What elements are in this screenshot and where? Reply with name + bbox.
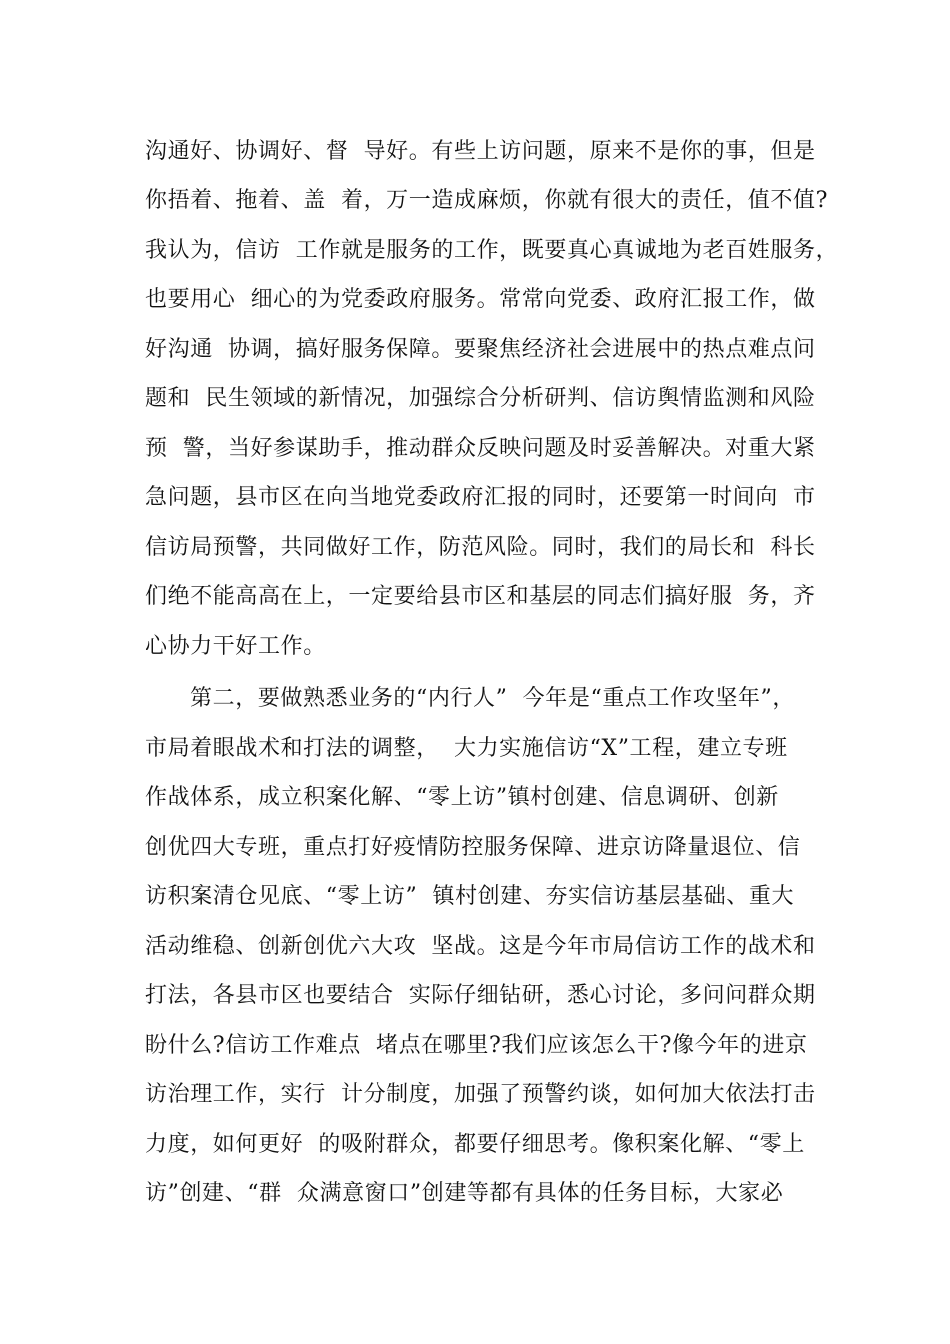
text-line: 创优四大专班，重点打好疫情防控服务保障、进京访降量退位、信 xyxy=(145,835,801,860)
text-line: 访治理工作，实行 计分制度，加强了预警约谈，如何加大依法打击 xyxy=(145,1082,816,1107)
text-line: 急问题，县市区在向当地党委政府汇报的同时，还要第一时间向 市 xyxy=(145,485,816,510)
text-line: 访”创建、“群 众满意窗口”创建等都有具体的任务目标，大家必 xyxy=(145,1181,784,1206)
text-line: 题和 民生领域的新情况，加强综合分析研判、信访舆情监测和风险 xyxy=(145,386,816,411)
text-line: 好沟通 协调，搞好服务保障。要聚焦经济社会进展中的热点难点问 xyxy=(145,337,816,362)
text-line: 你捂着、拖着、盖 着，万一造成麻烦，你就有很大的责任，值不值? xyxy=(145,188,828,213)
text-line: 活动维稳、创新创优六大攻 坚战。这是今年市局信访工作的战术和 xyxy=(145,934,816,959)
text-line: 作战体系，成立积案化解、“零上访”镇村创建、信息调研、创新 xyxy=(145,785,779,810)
paragraph-first-line: 第二，要做熟悉业务的“内行人” 今年是“重点工作攻坚年”， xyxy=(190,686,795,711)
text-line: 力度，如何更好 的吸附群众，都要仔细思考。像积案化解、“零上 xyxy=(145,1132,805,1157)
text-line: 盼什么?信访工作难点 堵点在哪里?我们应该怎么干?像今年的进京 xyxy=(145,1033,808,1058)
text-line: 信访局预警，共同做好工作，防范风险。同时，我们的局长和 科长 xyxy=(145,535,816,560)
text-line: 也要用心 细心的为党委政府服务。常常向党委、政府汇报工作，做 xyxy=(145,287,816,312)
text-line: 我认为，信访 工作就是服务的工作，既要真心真诚地为老百姓服务， xyxy=(145,238,839,263)
text-line: 打法，各县市区也要结合 实际仔细钻研，悉心讨论，多问问群众期 xyxy=(145,983,816,1008)
text-line: 心协力干好工作。 xyxy=(145,634,326,659)
text-line: 预 警，当好参谋助手，推动群众反映问题及时妥善解决。对重大紧 xyxy=(145,436,816,461)
text-line: 访积案清仓见底、“零上访” 镇村创建、夯实信访基层基础、重大 xyxy=(145,884,795,909)
text-line: 们绝不能高高在上，一定要给县市区和基层的同志们搞好服 务，齐 xyxy=(145,584,816,609)
text-line: 沟通好、协调好、督 导好。有些上访问题，原来不是你的事，但是 xyxy=(145,139,816,164)
text-line: 市局着眼战术和打法的调整， 大力实施信访“X”工程，建立专班 xyxy=(145,736,788,761)
